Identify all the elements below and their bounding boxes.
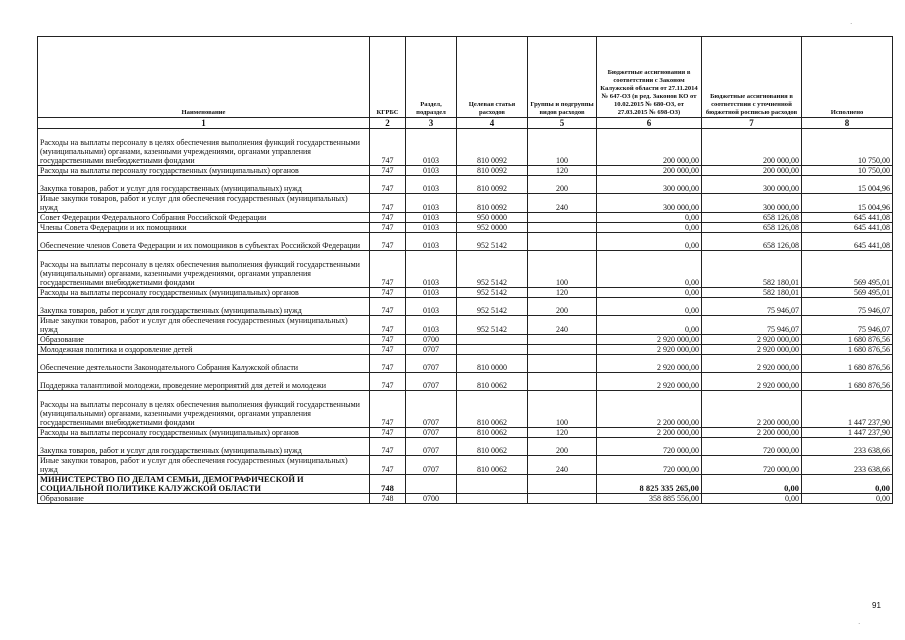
row-refined-allocation: 582 180,01 (702, 251, 802, 288)
row-law-allocation: 200 000,00 (597, 166, 702, 176)
row-executed: 1 680 876,56 (802, 373, 893, 391)
row-law-allocation: 2 920 000,00 (597, 373, 702, 391)
row-target-article: 952 0000 (457, 223, 528, 233)
row-kgrbs: 747 (370, 456, 406, 475)
row-expense-group (528, 335, 597, 345)
table-row (38, 223, 893, 233)
row-name: Расходы на выплаты персоналу государственных (муниципальных) органов (38, 166, 370, 176)
row-expense-group (528, 345, 597, 355)
column-number: 2 (370, 118, 406, 129)
row-kgrbs: 747 (370, 288, 406, 298)
row-executed: 233 638,66 (802, 456, 893, 475)
row-executed: 0,00 (802, 475, 893, 494)
row-refined-allocation: 2 920 000,00 (702, 345, 802, 355)
row-refined-allocation: 300 000,00 (702, 194, 802, 213)
row-section: 0103 (406, 194, 457, 213)
row-law-allocation: 0,00 (597, 251, 702, 288)
row-expense-group: 100 (528, 251, 597, 288)
row-section: 0103 (406, 176, 457, 194)
budget-table (37, 36, 893, 504)
row-executed: 75 946,07 (802, 298, 893, 316)
row-kgrbs: 747 (370, 129, 406, 166)
row-section: 0103 (406, 213, 457, 223)
row-expense-group (528, 233, 597, 251)
table-row (38, 233, 893, 251)
header-kgrbs: КГРБС (370, 37, 406, 118)
row-refined-allocation: 2 920 000,00 (702, 355, 802, 373)
row-expense-group: 200 (528, 176, 597, 194)
row-expense-group: 100 (528, 391, 597, 428)
column-number: 5 (528, 118, 597, 129)
row-target-article: 950 0000 (457, 213, 528, 223)
header-groups: Группы и подгруппы видов расходов (528, 37, 597, 118)
row-law-allocation: 2 920 000,00 (597, 345, 702, 355)
row-kgrbs: 748 (370, 475, 406, 494)
row-kgrbs: 747 (370, 355, 406, 373)
row-executed: 15 004,96 (802, 176, 893, 194)
header-target: Целевая статья расходов (457, 37, 528, 118)
header-row (38, 37, 893, 118)
row-expense-group: 240 (528, 316, 597, 335)
row-expense-group (528, 373, 597, 391)
row-target-article: 810 0092 (457, 194, 528, 213)
row-law-allocation: 2 200 000,00 (597, 391, 702, 428)
row-kgrbs: 747 (370, 166, 406, 176)
row-law-allocation: 0,00 (597, 213, 702, 223)
row-executed: 1 680 876,56 (802, 335, 893, 345)
table-row (38, 166, 893, 176)
row-expense-group: 120 (528, 166, 597, 176)
row-expense-group: 100 (528, 129, 597, 166)
row-refined-allocation: 200 000,00 (702, 166, 802, 176)
row-kgrbs: 747 (370, 251, 406, 288)
table-row (38, 316, 893, 335)
row-refined-allocation: 75 946,07 (702, 298, 802, 316)
row-section: 0103 (406, 166, 457, 176)
row-section: 0103 (406, 129, 457, 166)
row-target-article: 810 0062 (457, 438, 528, 456)
row-section: 0103 (406, 316, 457, 335)
column-number-row (38, 118, 893, 129)
header-section: Раздел, подраздел (406, 37, 457, 118)
table-row (38, 456, 893, 475)
row-executed: 10 750,00 (802, 129, 893, 166)
row-refined-allocation: 300 000,00 (702, 176, 802, 194)
table-row (38, 194, 893, 213)
row-kgrbs: 747 (370, 213, 406, 223)
row-expense-group: 200 (528, 298, 597, 316)
row-kgrbs: 747 (370, 176, 406, 194)
row-target-article (457, 475, 528, 494)
row-executed: 1 447 237,90 (802, 391, 893, 428)
table-row (38, 355, 893, 373)
row-refined-allocation: 2 200 000,00 (702, 391, 802, 428)
row-kgrbs: 747 (370, 298, 406, 316)
row-section: 0707 (406, 355, 457, 373)
row-name: Обеспечение членов Совета Федерации и их помощников в субъектах Российской Федерации (38, 233, 370, 251)
row-expense-group (528, 494, 597, 504)
table-row (38, 373, 893, 391)
row-target-article: 810 0062 (457, 456, 528, 475)
table-row (38, 335, 893, 345)
row-refined-allocation: 2 920 000,00 (702, 373, 802, 391)
row-section: 0103 (406, 251, 457, 288)
header-refined-allocation: Бюджетные ассигнования в соответствии с уточненной бюджетной росписью расходов (702, 37, 802, 118)
row-name: Иные закупки товаров, работ и услуг для обеспечения государственных (муниципальных) нужд (38, 316, 370, 335)
row-target-article (457, 494, 528, 504)
table-row (38, 391, 893, 428)
row-law-allocation: 300 000,00 (597, 194, 702, 213)
row-executed: 0,00 (802, 494, 893, 504)
column-number: 7 (702, 118, 802, 129)
column-number: 3 (406, 118, 457, 129)
row-name: Расходы на выплаты персоналу в целях обеспечения выполнения функций государственными (муниципальными) органами, казенными учреждениями, органами управления государственными внебюджетными фондами (38, 251, 370, 288)
row-executed: 1 447 237,90 (802, 428, 893, 438)
table-row (38, 213, 893, 223)
row-expense-group (528, 355, 597, 373)
table-row (38, 288, 893, 298)
row-section: 0103 (406, 223, 457, 233)
page-number: 91 (872, 601, 881, 610)
row-target-article: 810 0092 (457, 129, 528, 166)
row-expense-group: 120 (528, 288, 597, 298)
scan-speck: · (858, 620, 861, 628)
row-section: 0103 (406, 298, 457, 316)
row-law-allocation: 2 920 000,00 (597, 335, 702, 345)
row-target-article: 810 0000 (457, 355, 528, 373)
row-refined-allocation: 658 126,08 (702, 213, 802, 223)
row-expense-group (528, 213, 597, 223)
row-law-allocation: 8 825 335 265,00 (597, 475, 702, 494)
row-name: Члены Совета Федерации и их помощники (38, 223, 370, 233)
row-refined-allocation: 658 126,08 (702, 223, 802, 233)
header-name: Наименование (38, 37, 370, 118)
row-name: МИНИСТЕРСТВО ПО ДЕЛАМ СЕМЬИ, ДЕМОГРАФИЧЕСКОЙ И СОЦИАЛЬНОЙ ПОЛИТИКЕ КАЛУЖСКОЙ ОБЛАСТИ (38, 475, 370, 494)
table-row (38, 438, 893, 456)
row-section: 0103 (406, 233, 457, 251)
row-target-article: 952 5142 (457, 298, 528, 316)
row-target-article: 810 0092 (457, 176, 528, 194)
row-kgrbs: 747 (370, 438, 406, 456)
row-executed: 1 680 876,56 (802, 345, 893, 355)
row-expense-group (528, 223, 597, 233)
row-expense-group: 240 (528, 194, 597, 213)
row-executed: 233 638,66 (802, 438, 893, 456)
row-expense-group: 120 (528, 428, 597, 438)
table-row (38, 475, 893, 494)
row-refined-allocation: 0,00 (702, 494, 802, 504)
row-name: Обеспечение деятельности Законодательного Собрания Калужской области (38, 355, 370, 373)
row-refined-allocation: 200 000,00 (702, 129, 802, 166)
row-name: Иные закупки товаров, работ и услуг для обеспечения государственных (муниципальных) нужд (38, 194, 370, 213)
row-kgrbs: 747 (370, 316, 406, 335)
row-section: 0707 (406, 391, 457, 428)
row-executed: 645 441,08 (802, 233, 893, 251)
row-executed: 645 441,08 (802, 213, 893, 223)
row-law-allocation: 720 000,00 (597, 456, 702, 475)
row-executed: 569 495,01 (802, 288, 893, 298)
row-target-article: 952 5142 (457, 233, 528, 251)
row-section: 0700 (406, 335, 457, 345)
row-section: 0103 (406, 288, 457, 298)
row-law-allocation: 358 885 556,00 (597, 494, 702, 504)
row-executed: 75 946,07 (802, 316, 893, 335)
column-number: 1 (38, 118, 370, 129)
row-law-allocation: 2 200 000,00 (597, 428, 702, 438)
row-target-article: 810 0062 (457, 373, 528, 391)
row-kgrbs: 747 (370, 428, 406, 438)
row-section (406, 475, 457, 494)
row-name: Расходы на выплаты персоналу государственных (муниципальных) органов (38, 288, 370, 298)
row-kgrbs: 747 (370, 345, 406, 355)
row-target-article (457, 335, 528, 345)
row-section: 0707 (406, 373, 457, 391)
row-target-article: 952 5142 (457, 288, 528, 298)
row-target-article: 952 5142 (457, 316, 528, 335)
column-number: 8 (802, 118, 893, 129)
table-row (38, 129, 893, 166)
table-row (38, 345, 893, 355)
table-row (38, 176, 893, 194)
row-target-article (457, 345, 528, 355)
row-kgrbs: 747 (370, 373, 406, 391)
row-target-article: 810 0062 (457, 391, 528, 428)
row-refined-allocation: 658 126,08 (702, 233, 802, 251)
row-kgrbs: 747 (370, 194, 406, 213)
row-name: Образование (38, 335, 370, 345)
row-refined-allocation: 2 920 000,00 (702, 335, 802, 345)
row-section: 0707 (406, 438, 457, 456)
table-row (38, 298, 893, 316)
table-row (38, 494, 893, 504)
row-kgrbs: 747 (370, 391, 406, 428)
row-section: 0700 (406, 494, 457, 504)
row-kgrbs: 747 (370, 223, 406, 233)
row-kgrbs: 747 (370, 233, 406, 251)
header-law-allocation: Бюджетные ассигнования в соответствии с Законом Калужской области от 27.11.2014 № 647-ОЗ (в ред. Законов КО от 10.02.2015 № 680-ОЗ, от 27.03.2015 № 698-ОЗ) (597, 37, 702, 118)
row-law-allocation: 200 000,00 (597, 129, 702, 166)
row-executed: 1 680 876,56 (802, 355, 893, 373)
row-name: Молодежная политика и оздоровление детей (38, 345, 370, 355)
column-number: 6 (597, 118, 702, 129)
row-section: 0707 (406, 345, 457, 355)
column-number: 4 (457, 118, 528, 129)
row-target-article: 952 5142 (457, 251, 528, 288)
row-law-allocation: 0,00 (597, 298, 702, 316)
row-law-allocation: 300 000,00 (597, 176, 702, 194)
row-executed: 569 495,01 (802, 251, 893, 288)
header-executed: Исполнено (802, 37, 893, 118)
row-executed: 15 004,96 (802, 194, 893, 213)
row-name: Расходы на выплаты персоналу в целях обеспечения выполнения функций государственными (муниципальными) органами, казенными учреждениями, органами управления государственными внебюджетными фондами (38, 391, 370, 428)
row-executed: 645 441,08 (802, 223, 893, 233)
row-name: Совет Федерации Федерального Собрания Российской Федерации (38, 213, 370, 223)
row-law-allocation: 0,00 (597, 233, 702, 251)
table-row (38, 251, 893, 288)
row-law-allocation: 2 920 000,00 (597, 355, 702, 373)
row-name: Поддержка талантливой молодежи, проведение мероприятий для детей и молодежи (38, 373, 370, 391)
row-expense-group (528, 475, 597, 494)
row-name: Расходы на выплаты персоналу государственных (муниципальных) органов (38, 428, 370, 438)
row-name: Закупка товаров, работ и услуг для государственных (муниципальных) нужд (38, 438, 370, 456)
row-kgrbs: 748 (370, 494, 406, 504)
row-law-allocation: 720 000,00 (597, 438, 702, 456)
row-executed: 10 750,00 (802, 166, 893, 176)
row-expense-group: 240 (528, 456, 597, 475)
row-kgrbs: 747 (370, 335, 406, 345)
row-section: 0707 (406, 428, 457, 438)
row-target-article: 810 0092 (457, 166, 528, 176)
row-section: 0707 (406, 456, 457, 475)
row-name: Закупка товаров, работ и услуг для государственных (муниципальных) нужд (38, 176, 370, 194)
row-name: Закупка товаров, работ и услуг для государственных (муниципальных) нужд (38, 298, 370, 316)
row-law-allocation: 0,00 (597, 316, 702, 335)
row-law-allocation: 0,00 (597, 223, 702, 233)
row-refined-allocation: 75 946,07 (702, 316, 802, 335)
scan-speck: · (850, 20, 853, 28)
row-refined-allocation: 2 200 000,00 (702, 428, 802, 438)
row-law-allocation: 0,00 (597, 288, 702, 298)
row-refined-allocation: 0,00 (702, 475, 802, 494)
row-name: Образование (38, 494, 370, 504)
row-refined-allocation: 720 000,00 (702, 456, 802, 475)
row-target-article: 810 0062 (457, 428, 528, 438)
row-name: Расходы на выплаты персоналу в целях обеспечения выполнения функций государственными (муниципальными) органами, казенными учреждениями, органами управления государственными внебюджетными фондами (38, 129, 370, 166)
row-refined-allocation: 720 000,00 (702, 438, 802, 456)
row-refined-allocation: 582 180,01 (702, 288, 802, 298)
row-name: Иные закупки товаров, работ и услуг для обеспечения государственных (муниципальных) нужд (38, 456, 370, 475)
table-row (38, 428, 893, 438)
row-expense-group: 200 (528, 438, 597, 456)
